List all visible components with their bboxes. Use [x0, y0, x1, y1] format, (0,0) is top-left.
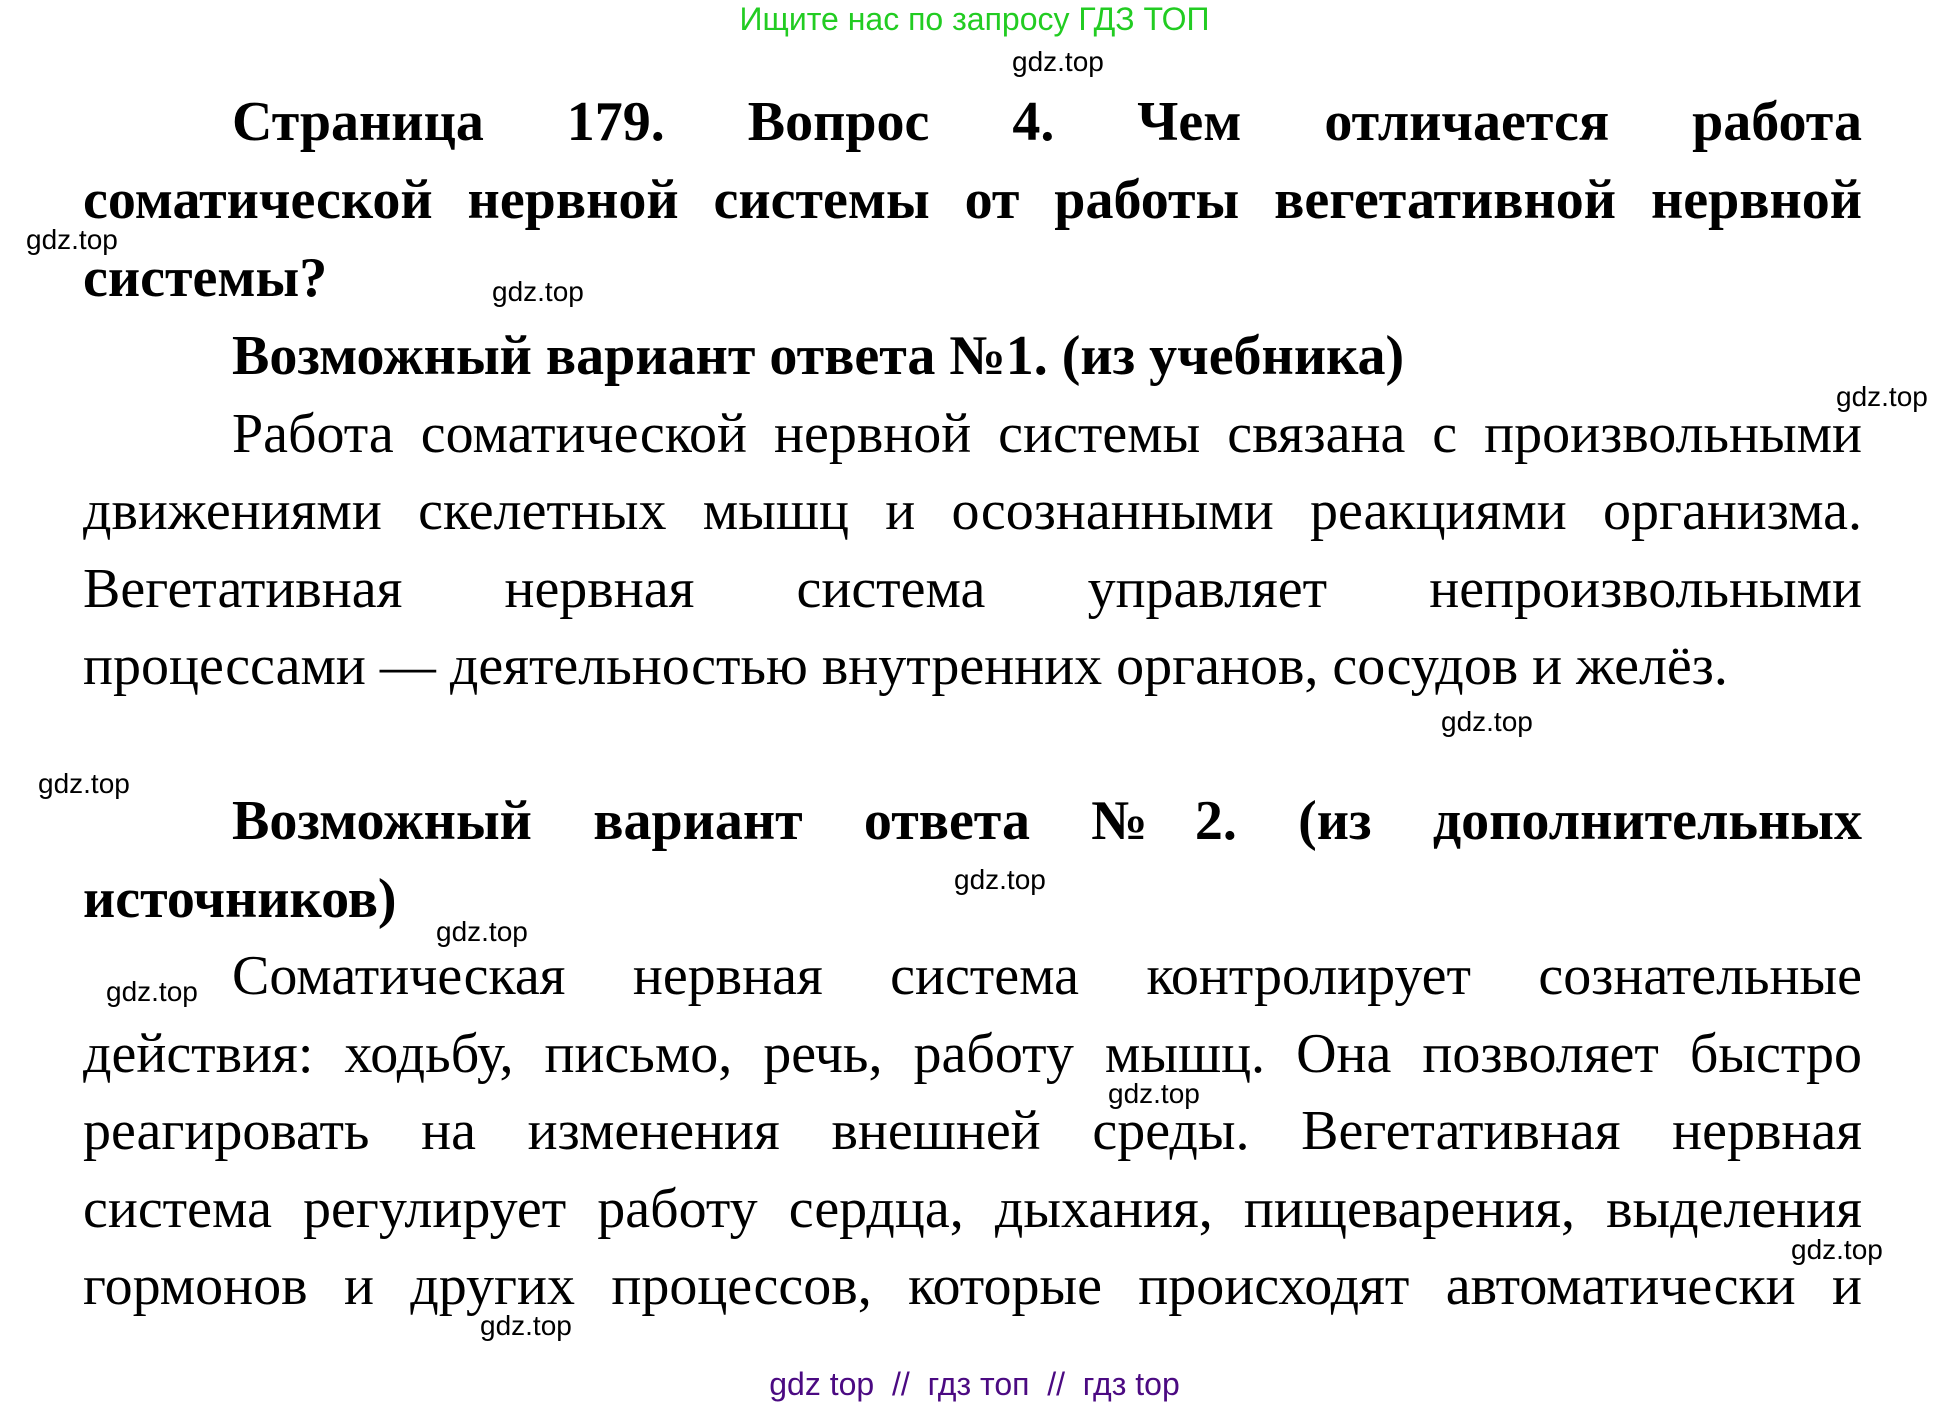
answer2-line-2: действия: ходьбу, письмо, речь, работу мышц. Она позволяет быстро	[83, 1023, 1862, 1085]
watermark: gdz.top	[492, 276, 584, 307]
watermark: gdz.top	[26, 224, 118, 255]
answer1-line-1: Работа соматической нервной системы связана с произвольными	[232, 403, 1862, 465]
answer1-title: Возможный вариант ответа №1. (из учебника)	[232, 325, 1405, 387]
answer2-title-1: Возможный вариант ответа №2. (из дополнительных	[232, 790, 1862, 852]
watermark: gdz.top	[1836, 381, 1928, 412]
answer1-line-4: процессами — деятельностью внутренних органов, сосудов и желёз.	[83, 635, 1728, 697]
answer2-line-3: реагировать на изменения внешней среды. Вегетативная нервная	[83, 1100, 1862, 1162]
watermark: gdz.top	[480, 1310, 572, 1341]
watermark: gdz.top	[1441, 706, 1533, 737]
answer2-line-4: система регулирует работу сердца, дыхания, пищеварения, выделения	[83, 1178, 1862, 1240]
question-line-1: Страница 179. Вопрос 4. Чем отличается работа	[232, 91, 1862, 153]
answer2-line-1: Соматическая нервная система контролирует сознательные	[232, 945, 1862, 1007]
question-line-3: системы?	[83, 247, 328, 309]
answer1-line-2: движениями скелетных мышц и осознанными реакциями организма.	[83, 480, 1862, 542]
watermark: gdz.top	[1108, 1078, 1200, 1109]
watermark: gdz.top	[436, 916, 528, 947]
top-banner: Ищите нас по запросу ГДЗ ТОП	[739, 1, 1210, 37]
watermark: gdz.top	[38, 768, 130, 799]
question-line-2: соматической нервной системы от работы вегетативной нервной	[83, 169, 1862, 231]
answer1-line-3: Вегетативная нервная система управляет непроизвольными	[83, 558, 1862, 620]
answer2-title-2: источников)	[83, 868, 397, 930]
watermark: gdz.top	[954, 864, 1046, 895]
bottom-banner: gdz top // гдз топ // гдз top	[769, 1366, 1180, 1402]
watermark: gdz.top	[1012, 46, 1104, 77]
watermark: gdz.top	[1791, 1234, 1883, 1265]
watermark: gdz.top	[106, 976, 198, 1007]
answer2-line-5: гормонов и других процессов, которые происходят автоматически и	[83, 1255, 1862, 1317]
